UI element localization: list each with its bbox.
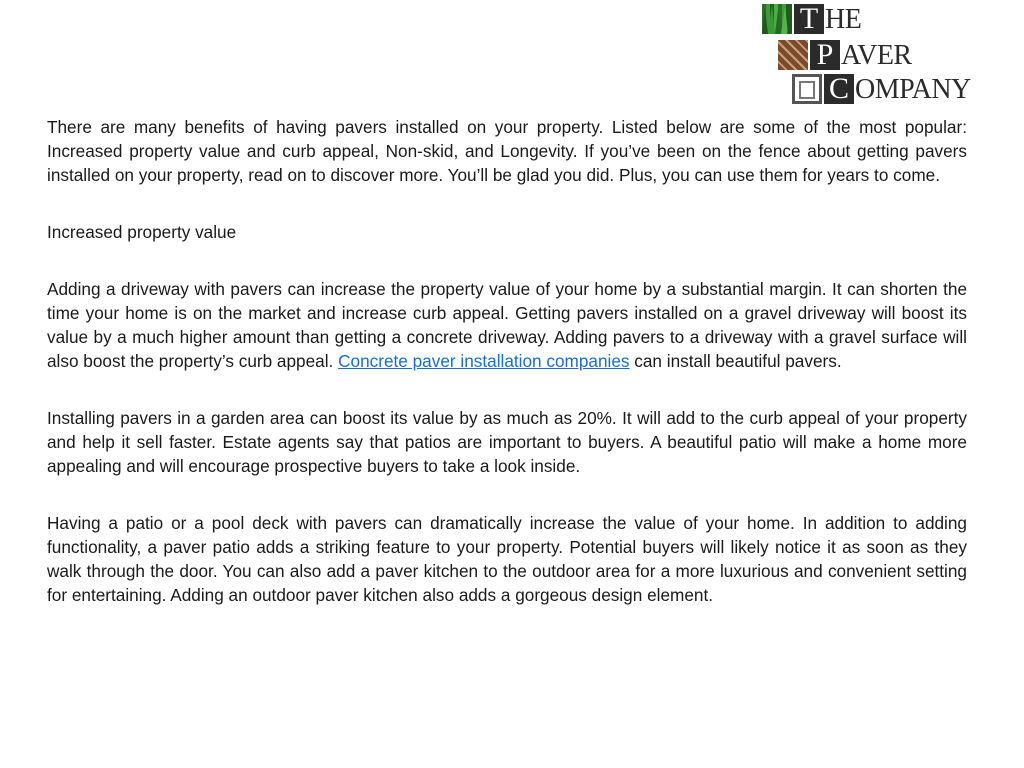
article-body (47, 115, 967, 640)
logo-word-he: HE (825, 4, 862, 35)
frame-icon (792, 74, 822, 104)
driveway-text: Adding a driveway with pavers can increase the property value of your home by a substantial margin. It can shorten the time your home is on the market and increase curb appeal. Getting pavers installed on a gravel driveway will boost its value by a much higher amount than getting a concrete driveway. Adding pavers to a driveway with a gravel surface will also boost the property’s curb appeal. (47, 279, 967, 371)
grass-icon (762, 4, 792, 34)
intro-paragraph: There are many benefits of having pavers installed on your property. Listed below are some of the most popular: Increased property value and curb appeal, Non-skid, and Longevity. If you’ve been on the fence about getting pavers installed on your property, read on to discover more. You’ll be glad you did. Plus, you can use them for years to come. (47, 117, 967, 185)
section-heading: Increased property value (47, 222, 237, 242)
logo-letter-t: T (794, 4, 824, 34)
logo-letter-p: P (810, 40, 840, 70)
logo-row-the (762, 4, 861, 34)
patio-paragraph: Having a patio or a pool deck with pavers can dramatically increase the value of your home. In addition to adding functionality, a paver patio adds a striking feature to your property. Potential buyers will likely notice it as soon as they walk through the door. You can also add a paver kitchen to the outdoor area for a more luxurious and convenient setting for entertaining. Adding an outdoor paver kitchen also adds a gorgeous design element. (47, 513, 967, 605)
driveway-text-end: can install beautiful pavers. (629, 351, 842, 371)
logo-letter-c: C (824, 74, 854, 104)
paver-installation-link[interactable]: Concrete paver installation companies (338, 351, 630, 371)
logo-word-aver: AVER (841, 40, 912, 71)
driveway-paragraph (47, 277, 967, 373)
logo-row-paver (778, 40, 912, 70)
logo-row-company (792, 74, 971, 104)
logo-word-ompany: OMPANY (855, 74, 971, 105)
garden-paragraph: Installing pavers in a garden area can boost its value by as much as 20%. It will add to the curb appeal of your property and help it sell faster. Estate agents say that patios are important to buyers. A beautiful patio will make a home more appealing and will encourage prospective buyers to take a look inside. (47, 408, 967, 476)
brick-pattern-icon (778, 40, 808, 70)
company-logo (762, 4, 1002, 108)
